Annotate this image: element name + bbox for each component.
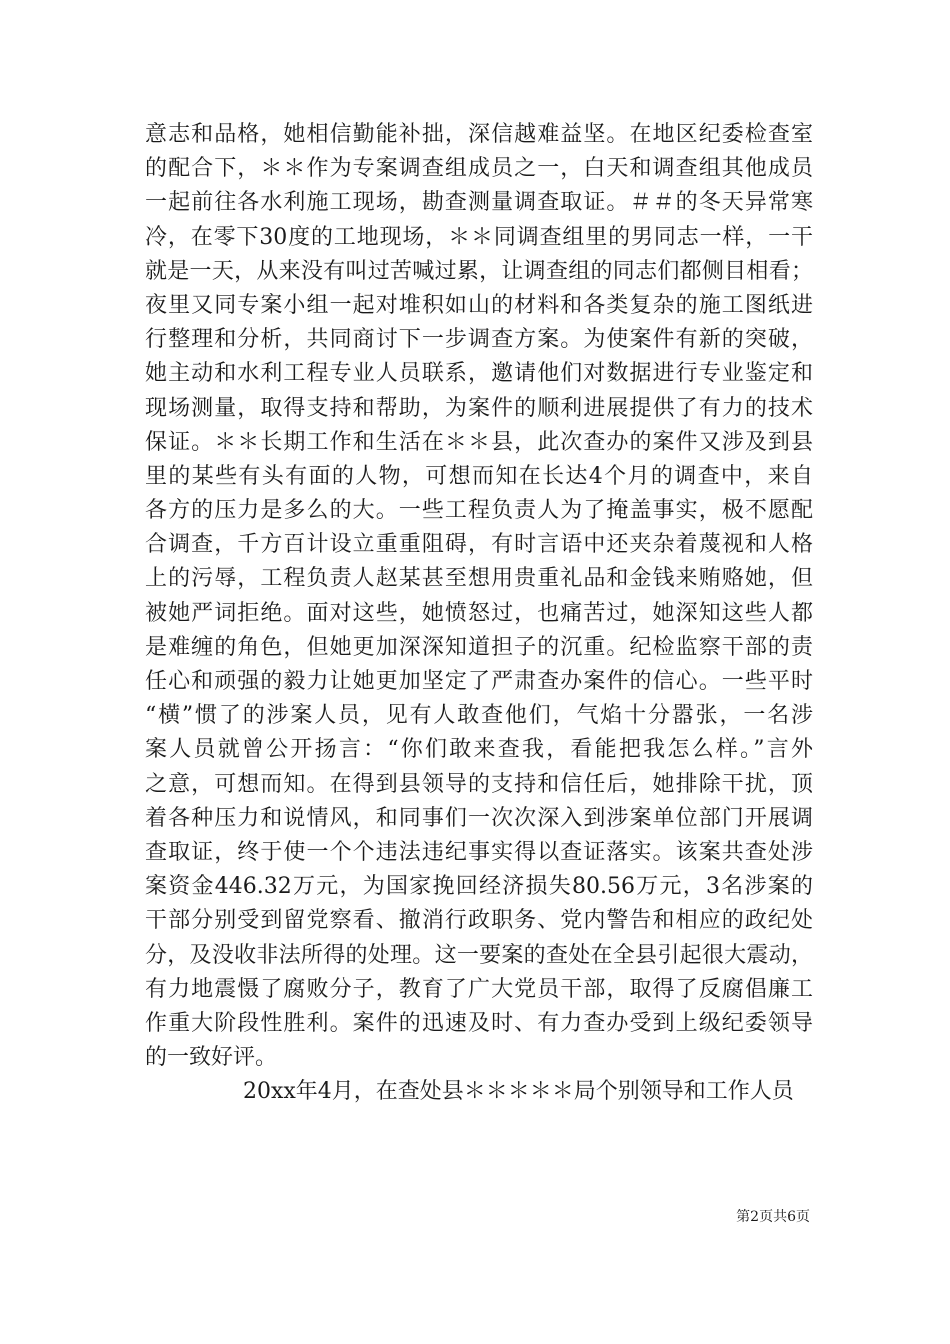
text-line: 保证。＊＊长期工作和生活在＊＊县，此次查办的案件又涉及到县: [145, 429, 813, 455]
text-line: 她主动和水利工程专业人员联系，邀请他们对数据进行专业鉴定和: [145, 361, 813, 387]
text-line: 里的某些有头有面的人物，可想而知在长达4个月的调查中，来自: [145, 463, 813, 489]
text-line: “横”惯了的涉案人员，见有人敢查他们，气焰十分嚣张，一名涉: [145, 703, 813, 729]
text-line: 的一致好评。: [145, 1045, 278, 1071]
text-line: 合调查，千方百计设立重重阻碍，有时言语中还夹杂着蔑视和人格: [145, 532, 813, 558]
text-line: 作重大阶段性胜利。案件的迅速及时、有力查办受到上级纪委领导: [145, 1010, 813, 1036]
text-line: 分，及没收非法所得的处理。这一要案的查处在全县引起很大震动，: [145, 942, 813, 968]
text-line: 的配合下，＊＊作为专案调查组成员之一，白天和调查组其他成员: [145, 156, 813, 182]
text-line: 一起前往各水利施工现场，勘查测量调查取证。＃＃的冬天异常寒: [145, 190, 813, 216]
text-line: 查取证，终于使一个个违法违纪事实得以查证落实。该案共查处涉: [145, 839, 813, 865]
text-line: 就是一天，从来没有叫过苦喊过累，让调查组的同志们都侧目相看；: [145, 258, 813, 284]
text-line: 有力地震慑了腐败分子，教育了广大党员干部，取得了反腐倡廉工: [145, 976, 813, 1002]
text-line: 任心和顽强的毅力让她更加坚定了严肃查办案件的信心。一些平时: [145, 669, 813, 694]
text-line: 现场测量，取得支持和帮助，为案件的顺利进展提供了有力的技术: [145, 395, 813, 421]
paragraph-start-line: 20xx年4月，在查处县＊＊＊＊＊局个别领导和工作人员: [243, 1079, 794, 1105]
text-line: 冷，在零下30度的工地现场，＊＊同调查组里的男同志一样，一干: [145, 224, 813, 250]
text-line: 之意，可想而知。在得到县领导的支持和信任后，她排除干扰，顶: [145, 771, 813, 797]
text-line: 各方的压力是多么的大。一些工程负责人为了掩盖事实，极不愿配: [145, 498, 813, 524]
text-line: 上的污辱，工程负责人赵某甚至想用贵重礼品和金钱来贿赂她，但: [145, 566, 813, 592]
text-line: 是难缠的角色，但她更加深深知道担子的沉重。纪检监察干部的责: [145, 634, 813, 660]
text-line: 意志和品格，她相信勤能补拙，深信越难益坚。在地区纪委检查室: [145, 122, 813, 147]
body-text: [145, 118, 813, 1109]
text-line: 案资金446.32万元，为国家挽回经济损失80.56万元，3名涉案的: [145, 874, 813, 900]
text-line: 夜里又同专案小组一起对堆积如山的材料和各类复杂的施工图纸进: [145, 292, 813, 318]
text-line: 案人员就曾公开扬言：“你们敢来查我，看能把我怎么样。”言外: [145, 737, 813, 763]
text-line: 着各种压力和说情风，和同事们一次次深入到涉案单位部门开展调: [145, 805, 813, 831]
text-line: 被她严词拒绝。面对这些，她愤怒过，也痛苦过，她深知这些人都: [145, 600, 813, 626]
page-number-footer: 第2页共6页: [736, 1209, 810, 1225]
text-line: 行整理和分析，共同商讨下一步调查方案。为使案件有新的突破，: [145, 327, 813, 353]
text-line: 干部分别受到留党察看、撤消行政职务、党内警告和相应的政纪处: [145, 908, 813, 934]
